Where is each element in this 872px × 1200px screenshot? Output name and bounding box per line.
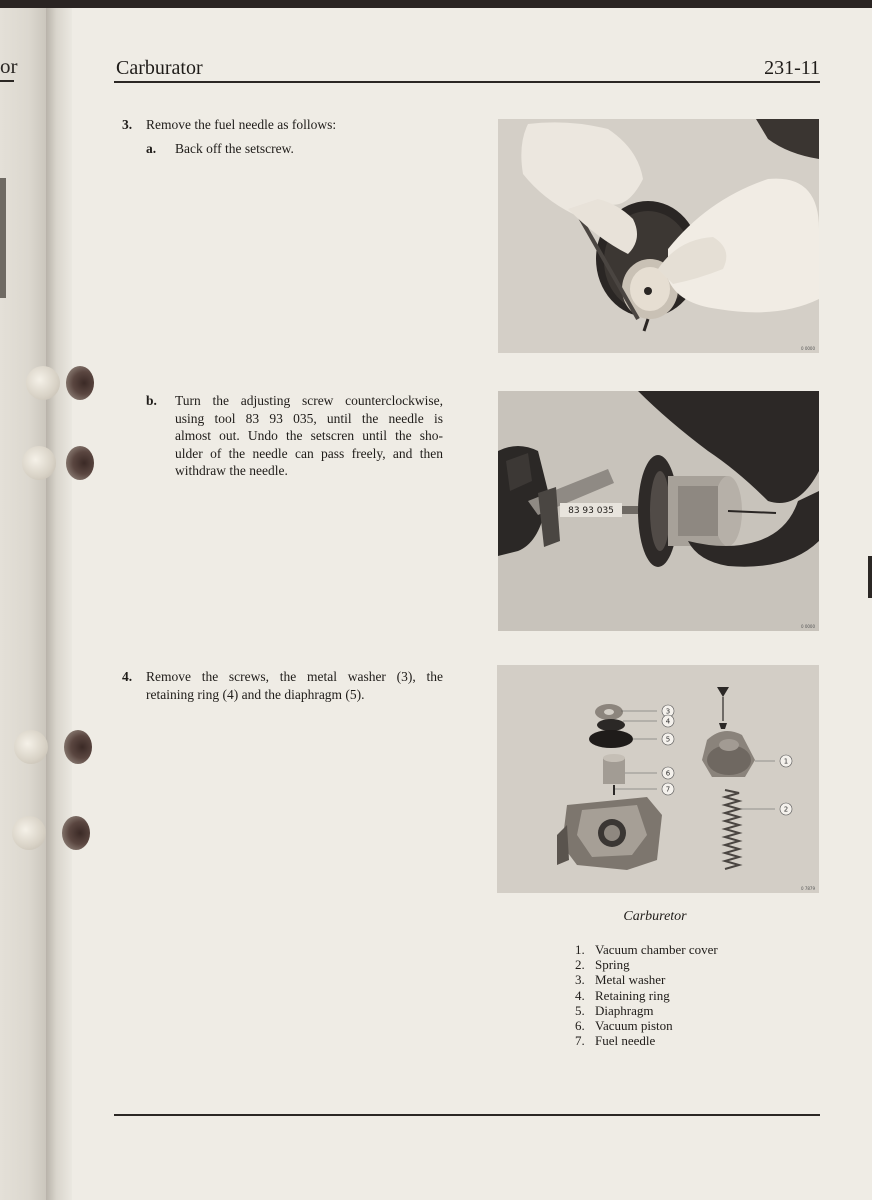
legend-number: 2. [575, 957, 585, 973]
legend-item [575, 1003, 718, 1018]
punch-hole-shadow [66, 366, 94, 400]
left-page-rule [0, 80, 14, 82]
photo-code: 0 7879 [801, 886, 815, 891]
legend-label: Retaining ring [595, 987, 670, 1003]
tool-label: 83 93 035 [568, 506, 614, 516]
legend-label: Vacuum chamber cover [595, 942, 718, 957]
left-page-image-edge [0, 178, 6, 298]
photo-carburetor-parts [497, 665, 819, 893]
callout-label: 1 [783, 757, 789, 766]
header-rule [114, 81, 820, 83]
legend-number: 3. [575, 972, 585, 988]
legend-item [575, 957, 718, 972]
left-page-edge [0, 8, 48, 1200]
punch-hole [26, 366, 60, 400]
callout-label: 4 [665, 717, 671, 726]
callout-label: 7 [665, 785, 671, 794]
page-top-edge [0, 0, 872, 8]
substep-line: withdraw the needle. [175, 463, 288, 478]
substep-label: b. [146, 393, 157, 408]
callout-label: 2 [783, 805, 789, 814]
legend-item [575, 1033, 718, 1048]
photo-code: 0 0000 [801, 346, 815, 351]
legend-label: Diaphragm [595, 1002, 654, 1018]
left-page-header-fragment: or [0, 54, 18, 78]
substep-label: a. [146, 141, 157, 156]
legend-label: Metal washer [595, 972, 666, 988]
photo-code: 0 0000 [801, 624, 815, 629]
legend-number: 7. [575, 1033, 585, 1049]
binding-gutter [46, 8, 72, 1200]
punch-hole-shadow [66, 446, 94, 480]
legend-number: 1. [575, 942, 585, 957]
photo-adjusting-tool [498, 391, 819, 631]
substep-line: almost out. Undo the setscren until the sho- [175, 428, 443, 443]
callout-label: 5 [665, 735, 671, 744]
step-number: 3. [122, 117, 133, 132]
step-line: Remove the screws, the metal washer (3), the [146, 669, 443, 684]
figure-caption: Carburetor [623, 909, 687, 924]
callout-label: 3 [665, 707, 671, 716]
legend-label: Spring [595, 957, 630, 973]
legend-item [575, 988, 718, 1003]
page-edge-tab [868, 556, 872, 598]
legend-label: Fuel needle [595, 1033, 656, 1049]
step-paragraph [146, 668, 443, 703]
footer-rule [114, 1114, 820, 1116]
photo-setscrew [498, 119, 819, 353]
legend-item [575, 1018, 718, 1033]
substep-text: Back off the setscrew. [175, 141, 294, 156]
punch-hole-shadow [64, 730, 92, 764]
page-number: 231-11 [764, 57, 820, 79]
step-number: 4. [122, 669, 133, 684]
figure-legend [575, 942, 718, 1048]
legend-item [575, 972, 718, 987]
page-title: Carburator [116, 57, 203, 79]
punch-hole [22, 446, 56, 480]
step-text: Remove the fuel needle as follows: [146, 117, 337, 132]
punch-hole-shadow [62, 816, 90, 850]
punch-hole [12, 816, 46, 850]
step-line: retaining ring (4) and the diaphragm (5). [146, 686, 365, 702]
legend-item [575, 942, 718, 957]
legend-number: 5. [575, 1002, 585, 1018]
punch-hole [14, 730, 48, 764]
callout-label: 6 [665, 769, 671, 778]
substep-line: Turn the adjusting screw counterclockwise, [175, 393, 443, 408]
substep-line: ulder of the needle can pass freely, and then [175, 445, 443, 461]
substep-paragraph [175, 392, 443, 480]
legend-number: 6. [575, 1018, 585, 1034]
legend-number: 4. [575, 987, 585, 1003]
substep-line: using tool 83 93 035, until the needle is [175, 410, 443, 426]
legend-label: Vacuum piston [595, 1018, 673, 1034]
